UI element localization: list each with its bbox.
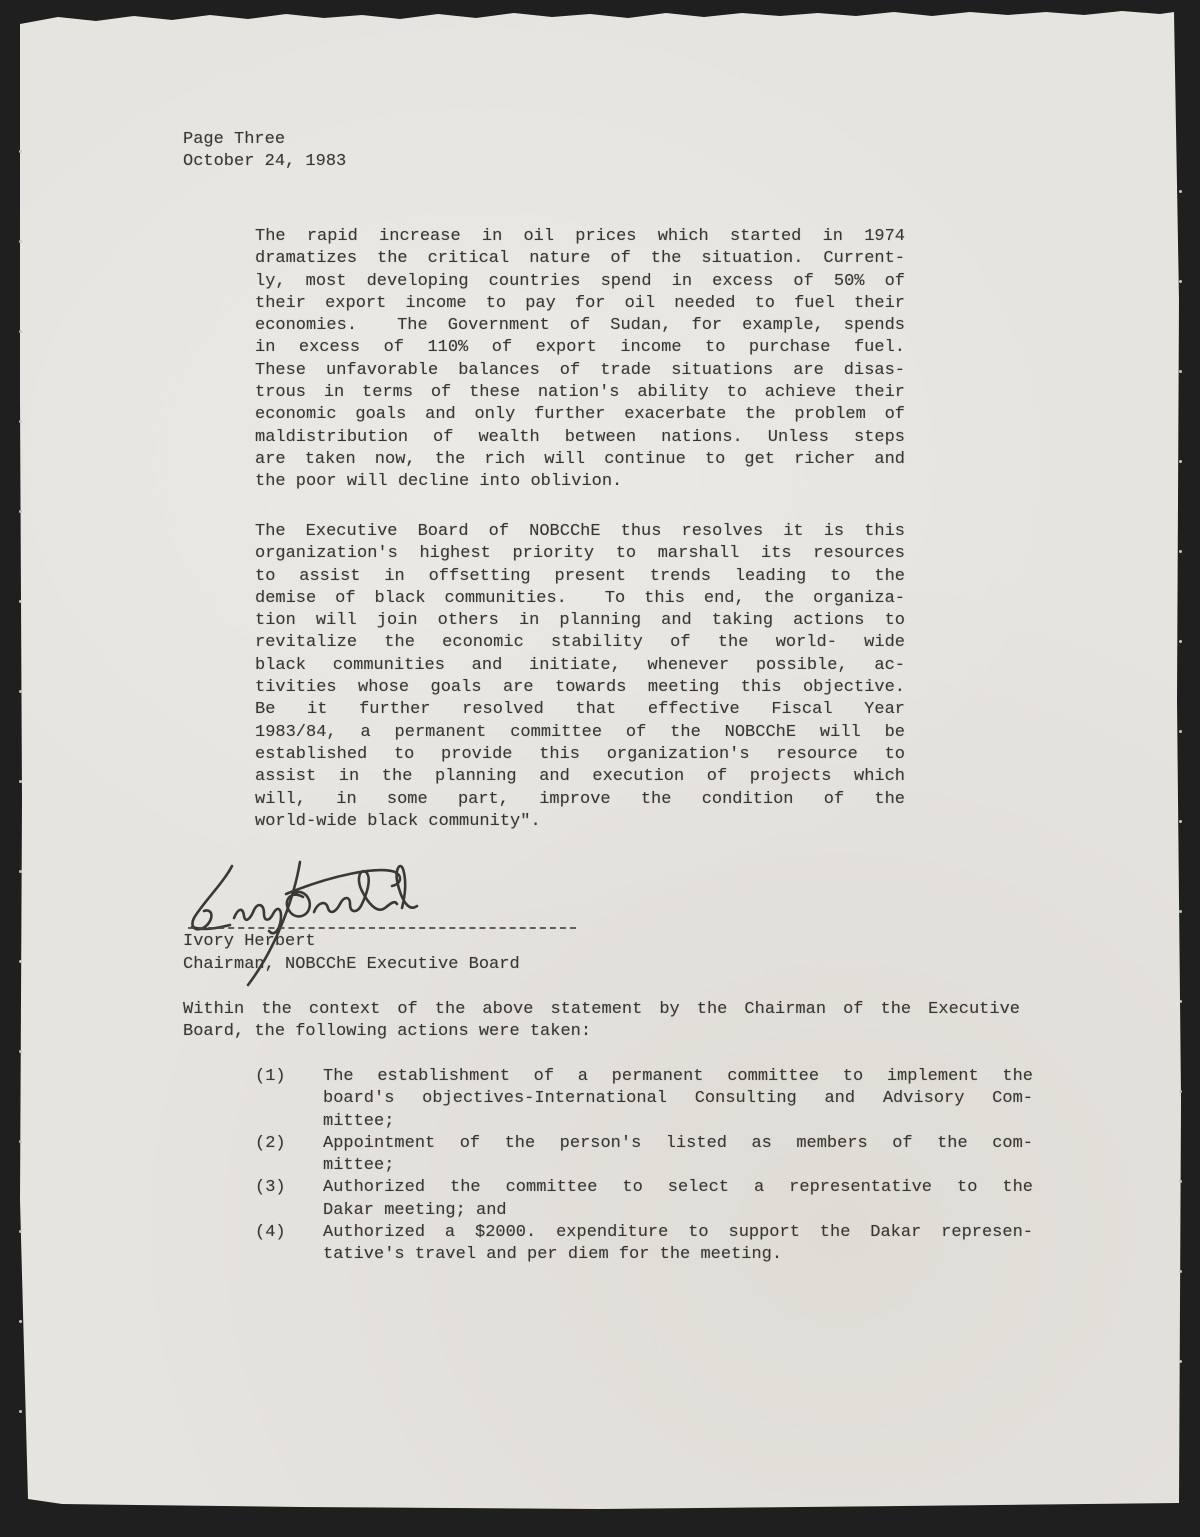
action-item xyxy=(255,1222,1033,1267)
action-text xyxy=(323,1222,1033,1267)
text-line: maldistribution of wealth between nations. Unless steps xyxy=(255,427,905,447)
typed-signer-name: Ivory Herbert xyxy=(183,932,316,951)
text-line: tivities whose goals are towards meeting this objective. xyxy=(255,678,905,698)
action-number: (1) xyxy=(255,1067,286,1086)
text-line: Authorized a $2000. expenditure to support the Dakar represen- xyxy=(323,1223,1033,1243)
text-line: demise of black communities. To this end, the organiza- xyxy=(255,588,905,608)
paragraph-board-resolution xyxy=(255,521,905,833)
text-line: Authorized the committee to select a representative to the xyxy=(323,1178,1033,1198)
action-number: (3) xyxy=(255,1178,286,1198)
text-line: to assist in offsetting present trends leading to the xyxy=(255,566,905,586)
page-number: Page Three xyxy=(183,130,286,149)
text-line: mittee; xyxy=(323,1111,395,1131)
text-line: will, in some part, improve the condition of the xyxy=(255,789,905,809)
action-number: (2) xyxy=(255,1133,286,1153)
text-line: dramatizes the critical nature of the situation. Current- xyxy=(255,249,905,269)
statement-intro xyxy=(183,999,1020,1044)
action-text xyxy=(323,1066,1033,1133)
text-line: their export income to pay for oil needed to fuel their xyxy=(255,293,905,313)
text-line: black communities and initiate, whenever possible, ac- xyxy=(255,655,905,675)
perforation-dots-left xyxy=(19,150,22,153)
text-line: revitalize the economic stability of the world- wide xyxy=(255,633,905,653)
text-line: established to provide this organization's resource to xyxy=(255,744,905,764)
document-date: October 24, 1983 xyxy=(183,152,347,172)
text-line: Be it further resolved that effective Fiscal Year xyxy=(255,700,905,720)
perforation-dots-right xyxy=(1179,190,1182,193)
text-line: These unfavorable balances of trade situations are disas- xyxy=(255,360,905,380)
action-number: (4) xyxy=(255,1223,286,1243)
signature-line xyxy=(188,927,576,929)
paragraph-oil-crisis xyxy=(255,226,905,494)
text-line: trous in terms of these nation's ability to achieve their xyxy=(255,383,905,403)
text-line: assist in the planning and execution of projects which xyxy=(255,767,905,787)
action-item xyxy=(255,1177,1033,1222)
typed-signer-title: Chairman, NOBCChE Executive Board xyxy=(183,954,520,974)
document-header xyxy=(183,129,603,174)
action-item xyxy=(255,1133,1033,1178)
text-line: board's objectives-International Consulting and Advisory Com- xyxy=(323,1089,1033,1109)
text-line: 1983/84, a permanent committee of the NOBCChE will be xyxy=(255,722,905,742)
text-line: Appointment of the person's listed as members of the com- xyxy=(323,1133,1033,1153)
action-text xyxy=(323,1133,1033,1178)
text-line: economies. The Government of Sudan, for example, spends xyxy=(255,316,905,336)
text-line: in excess of 110% of export income to purchase fuel. xyxy=(255,338,905,358)
text-line: mittee; xyxy=(323,1156,395,1176)
actions-list xyxy=(255,1066,1033,1267)
text-line: tion will join others in planning and taking actions to xyxy=(255,611,905,631)
text-line: The rapid increase in oil prices which started in 1974 xyxy=(255,227,905,246)
text-line: Within the context of the above statement by the Chairman of the Executive xyxy=(183,1000,1020,1019)
text-line: The Executive Board of NOBCChE thus resolves it is this xyxy=(255,522,905,541)
text-line: the poor will decline into oblivion. xyxy=(255,472,623,492)
text-line: world-wide black community". xyxy=(255,811,541,831)
text-line: Dakar meeting; and xyxy=(323,1200,507,1220)
action-text xyxy=(323,1177,1033,1222)
text-line: Board, the following actions were taken: xyxy=(183,1022,592,1042)
text-line: tative's travel and per diem for the meeting. xyxy=(323,1245,783,1265)
text-line: economic goals and only further exacerbate the problem of xyxy=(255,405,905,425)
action-item xyxy=(255,1066,1033,1133)
text-line: organization's highest priority to marshall its resources xyxy=(255,544,905,564)
text-line: are taken now, the rich will continue to get richer and xyxy=(255,449,905,469)
text-line: ly, most developing countries spend in excess of 50% of xyxy=(255,271,905,291)
text-line: The establishment of a permanent committee to implement the xyxy=(323,1067,1033,1086)
signature-block xyxy=(183,931,663,976)
